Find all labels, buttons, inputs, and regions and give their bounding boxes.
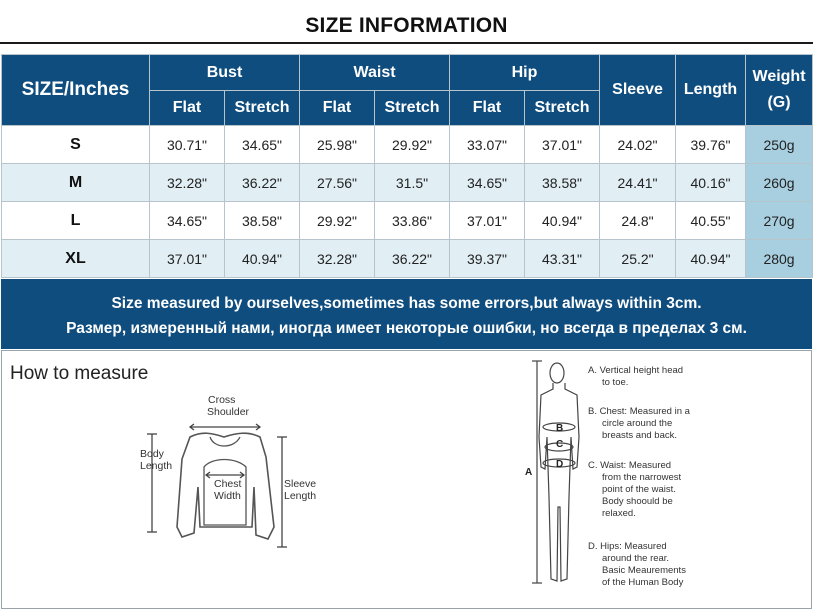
note-b-line: circle around the bbox=[602, 418, 673, 429]
note-c-line: C. Waist: Measured bbox=[588, 460, 672, 471]
notice-russian: Размер, измеренный нами, иногда имеет некоторые ошибки, но всегда в пределах 3 см. bbox=[66, 320, 747, 337]
hip-header: Hip bbox=[450, 55, 600, 91]
note-c-line: relaxed. bbox=[602, 508, 636, 519]
body-figure-diagram bbox=[517, 357, 587, 587]
bust-header: Bust bbox=[150, 55, 300, 91]
measurement-notice bbox=[1, 279, 812, 349]
how-to-measure-title: How to measure bbox=[10, 363, 149, 384]
table-cell: 31.5" bbox=[375, 164, 450, 202]
table-cell: 34.65" bbox=[450, 164, 525, 202]
table-cell: 34.65" bbox=[225, 126, 300, 164]
size-cell: L bbox=[2, 202, 150, 240]
table-cell: 33.07" bbox=[450, 126, 525, 164]
body-notes bbox=[588, 363, 808, 605]
table-cell: 37.01" bbox=[525, 126, 600, 164]
table-cell: 24.02" bbox=[600, 126, 676, 164]
notice-english: Size measured by ourselves,sometimes has some errors,but always within 3cm. bbox=[111, 295, 702, 312]
note-c-line: point of the waist. bbox=[602, 484, 676, 495]
figure-head bbox=[550, 363, 564, 383]
figure-body bbox=[539, 383, 579, 581]
bust-flat-header: Flat bbox=[150, 91, 225, 126]
sleeve-length-label: Sleeve bbox=[284, 478, 317, 490]
table-cell: 36.22" bbox=[375, 240, 450, 278]
table-cell: 43.31" bbox=[525, 240, 600, 278]
size-table bbox=[1, 54, 813, 278]
size-column-header: SIZE/Inches bbox=[2, 55, 150, 126]
sleeve-header: Sleeve bbox=[600, 55, 676, 126]
note-a-line: to toe. bbox=[602, 377, 629, 388]
note-d-line: Basic Meaurements bbox=[602, 565, 686, 576]
table-cell: 38.58" bbox=[225, 202, 300, 240]
size-cell: XL bbox=[2, 240, 150, 278]
shirt-diagram bbox=[132, 387, 332, 599]
table-row-xl bbox=[2, 240, 813, 278]
table-cell: 40.55" bbox=[676, 202, 746, 240]
sleeve-length-label: Length bbox=[284, 490, 317, 502]
table-row-m bbox=[2, 164, 813, 202]
marker-a: A bbox=[525, 467, 533, 478]
weight-cell: 260g bbox=[746, 164, 813, 202]
page-title: SIZE INFORMATION bbox=[305, 14, 508, 37]
waist-header: Waist bbox=[300, 55, 450, 91]
bust-stretch-header: Stretch bbox=[225, 91, 300, 126]
table-cell: 29.92" bbox=[375, 126, 450, 164]
table-cell: 24.8" bbox=[600, 202, 676, 240]
table-cell: 30.71" bbox=[150, 126, 225, 164]
note-d-line: around the rear. bbox=[602, 553, 670, 564]
how-to-measure-panel bbox=[1, 350, 812, 609]
table-cell: 38.58" bbox=[525, 164, 600, 202]
table-row-s bbox=[2, 126, 813, 164]
note-b-line: B. Chest: Measured in a bbox=[588, 406, 690, 417]
table-cell: 32.28" bbox=[300, 240, 375, 278]
weight-cell: 250g bbox=[746, 126, 813, 164]
table-cell: 40.94" bbox=[525, 202, 600, 240]
weight-cell: 280g bbox=[746, 240, 813, 278]
weight-cell: 270g bbox=[746, 202, 813, 240]
body-length-label: Body bbox=[140, 448, 164, 460]
table-cell: 39.76" bbox=[676, 126, 746, 164]
table-cell: 36.22" bbox=[225, 164, 300, 202]
note-d-line: D. Hips: Measured bbox=[588, 541, 667, 552]
table-cell: 39.37" bbox=[450, 240, 525, 278]
table-cell: 40.16" bbox=[676, 164, 746, 202]
table-cell: 32.28" bbox=[150, 164, 225, 202]
note-c-line: Body shoould be bbox=[602, 496, 673, 507]
length-header: Length bbox=[676, 55, 746, 126]
table-cell: 37.01" bbox=[450, 202, 525, 240]
table-cell: 25.2" bbox=[600, 240, 676, 278]
hip-flat-header: Flat bbox=[450, 91, 525, 126]
chest-width-label: Width bbox=[214, 490, 241, 502]
note-c-line: from the narrowest bbox=[602, 472, 682, 483]
table-cell: 29.92" bbox=[300, 202, 375, 240]
title-divider bbox=[0, 42, 813, 44]
note-b-line: breasts and back. bbox=[602, 430, 677, 441]
chest-width-label: Chest bbox=[214, 478, 242, 490]
cross-shoulder-label: Cross bbox=[208, 394, 236, 406]
weight-header-label: Weight (G) bbox=[752, 68, 806, 111]
table-cell: 40.94" bbox=[676, 240, 746, 278]
marker-b: B bbox=[556, 423, 564, 434]
size-cell: S bbox=[2, 126, 150, 164]
body-length-label: Length bbox=[140, 460, 173, 472]
header-row-groups bbox=[2, 55, 813, 91]
note-d-line: of the Human Body bbox=[602, 577, 684, 588]
table-cell: 25.98" bbox=[300, 126, 375, 164]
shirt-collar bbox=[210, 437, 240, 446]
marker-c: C bbox=[556, 439, 564, 450]
table-cell: 34.65" bbox=[150, 202, 225, 240]
hip-stretch-header: Stretch bbox=[525, 91, 600, 126]
table-cell: 40.94" bbox=[225, 240, 300, 278]
table-cell: 37.01" bbox=[150, 240, 225, 278]
cross-shoulder-label: Shoulder bbox=[207, 406, 250, 418]
waist-stretch-header: Stretch bbox=[375, 91, 450, 126]
marker-d: D bbox=[556, 459, 564, 470]
size-cell: M bbox=[2, 164, 150, 202]
table-cell: 33.86" bbox=[375, 202, 450, 240]
weight-header bbox=[746, 55, 813, 126]
table-cell: 24.41" bbox=[600, 164, 676, 202]
note-a-line: A. Vertical height head bbox=[588, 365, 684, 376]
table-cell: 27.56" bbox=[300, 164, 375, 202]
waist-flat-header: Flat bbox=[300, 91, 375, 126]
table-row-l bbox=[2, 202, 813, 240]
